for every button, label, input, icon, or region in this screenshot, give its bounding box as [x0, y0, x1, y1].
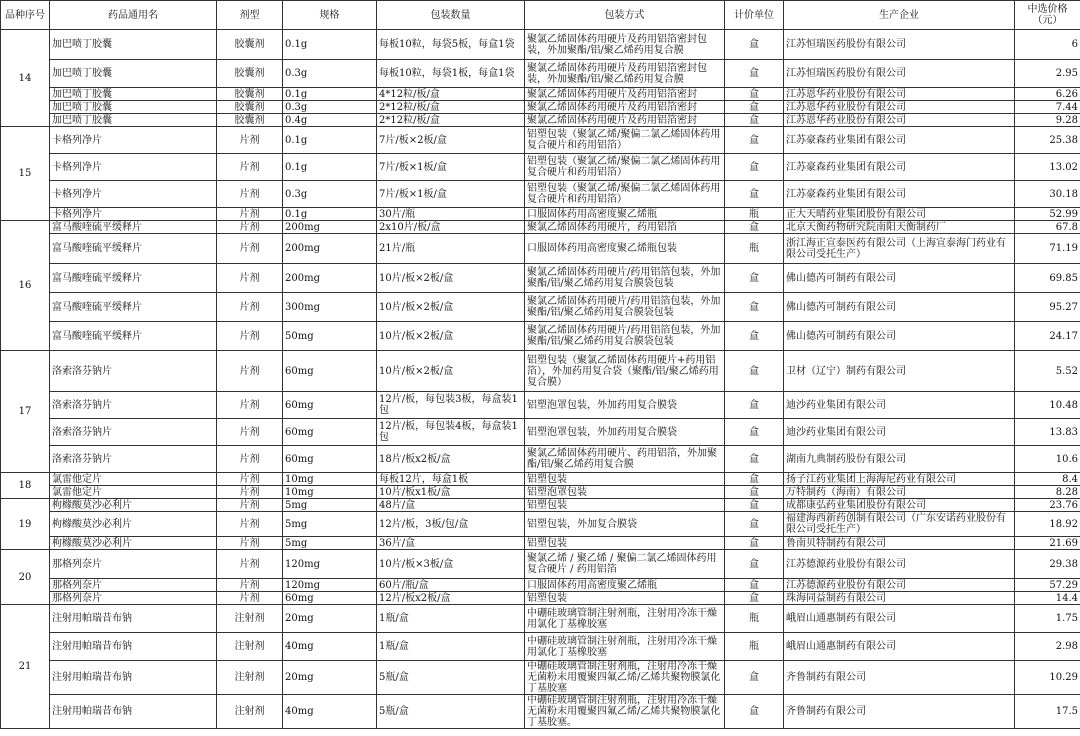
price-cell: 8.4 [1015, 473, 1080, 486]
price-cell: 30.18 [1015, 181, 1080, 208]
manufacturer-cell: 峨眉山通惠制药有限公司 [784, 605, 1015, 633]
spec-cell: 60mg [283, 419, 377, 446]
manufacturer-cell: 湖南九典制药股份有限公司 [784, 446, 1015, 473]
manufacturer-cell: 江苏德源药业股份有限公司 [784, 550, 1015, 579]
packaging-cell: 铝塑包装 [525, 499, 725, 512]
price-cell: 2.98 [1015, 633, 1080, 661]
quantity-cell: 每板10粒，每袋1板，每盒1袋 [377, 60, 525, 88]
unit-cell: 盒 [725, 486, 784, 499]
dosage-form-cell: 片剂 [217, 322, 283, 351]
drug-name-cell: 加巴喷丁胶囊 [50, 101, 217, 114]
drug-name-cell: 加巴喷丁胶囊 [50, 60, 217, 88]
packaging-cell: 聚氯乙烯 / 聚乙烯 / 聚偏二氯乙烯固体药用复合硬片 / 药用铝箔 [525, 550, 725, 579]
dosage-form-cell: 片剂 [217, 221, 283, 234]
table-header-row [1, 1, 1080, 30]
quantity-cell: 12片/板，每包装4板，每盒装1包 [377, 419, 525, 446]
spec-cell: 5mg [283, 499, 377, 512]
unit-cell: 盒 [725, 221, 784, 234]
packaging-cell: 口服固体药用高密度聚乙烯瓶 [525, 579, 725, 592]
table-row [1, 234, 1080, 264]
dosage-form-cell: 片剂 [217, 154, 283, 181]
quantity-cell: 10片/板×2板/盒 [377, 322, 525, 351]
dosage-form-cell: 注射剂 [217, 605, 283, 633]
dosage-form-cell: 片剂 [217, 486, 283, 499]
sequence-number-cell: 21 [1, 605, 50, 729]
manufacturer-cell: 峨眉山通惠制药有限公司 [784, 633, 1015, 661]
spec-cell: 200mg [283, 221, 377, 234]
table-row [1, 579, 1080, 592]
manufacturer-cell: 佛山德芮可制药有限公司 [784, 322, 1015, 351]
packaging-header: 包装方式 [525, 1, 725, 30]
dosage-form-cell: 片剂 [217, 264, 283, 293]
spec-cell: 40mg [283, 633, 377, 661]
spec-cell: 20mg [283, 661, 377, 695]
quantity-cell: 10片/板×2板/盒 [377, 264, 525, 293]
manufacturer-cell: 扬子江药业集团上海海尼药业有限公司 [784, 473, 1015, 486]
table-row [1, 605, 1080, 633]
unit-cell: 盒 [725, 293, 784, 322]
dosage-form-header: 剂型 [217, 1, 283, 30]
spec-cell: 120mg [283, 550, 377, 579]
spec-cell: 50mg [283, 322, 377, 351]
quantity-header: 包装数量 [377, 1, 525, 30]
manufacturer-cell: 江苏恩华药业股份有限公司 [784, 101, 1015, 114]
drug-name-cell: 富马酸喹硫平缓释片 [50, 221, 217, 234]
quantity-cell: 10片/板×3板/盒 [377, 550, 525, 579]
table-row [1, 661, 1080, 695]
sequence-number-cell: 19 [1, 499, 50, 550]
packaging-cell: 口服固体药用高密度聚乙烯瓶 [525, 208, 725, 221]
spec-header: 规格 [283, 1, 377, 30]
spec-cell: 60mg [283, 392, 377, 419]
spec-cell: 40mg [283, 695, 377, 729]
quantity-cell: 7片/板×1板/盒 [377, 181, 525, 208]
spec-cell: 200mg [283, 264, 377, 293]
quantity-cell: 5瓶/盒 [377, 695, 525, 729]
quantity-cell: 4*12粒/板/盒 [377, 88, 525, 101]
quantity-cell: 7片/板×2板/盒 [377, 127, 525, 154]
drug-name-cell: 富马酸喹硫平缓释片 [50, 322, 217, 351]
manufacturer-cell: 成都康弘药业集团股份有限公司 [784, 499, 1015, 512]
price-cell: 57.29 [1015, 579, 1080, 592]
packaging-cell: 铝塑包装，外加复合膜袋 [525, 512, 725, 537]
price-cell: 13.83 [1015, 419, 1080, 446]
dosage-form-cell: 片剂 [217, 446, 283, 473]
drug-name-cell: 枸橼酸莫沙必利片 [50, 537, 217, 550]
drug-name-cell: 注射用帕瑞昔布钠 [50, 695, 217, 729]
unit-cell: 盒 [725, 446, 784, 473]
spec-cell: 60mg [283, 351, 377, 392]
quantity-cell: 1瓶/盒 [377, 605, 525, 633]
spec-cell: 5mg [283, 512, 377, 537]
packaging-cell: 口服固体药用高密度聚乙烯瓶包装 [525, 234, 725, 264]
spec-cell: 60mg [283, 446, 377, 473]
unit-cell: 盒 [725, 264, 784, 293]
spec-cell: 10mg [283, 486, 377, 499]
price-cell: 18.92 [1015, 512, 1080, 537]
dosage-form-cell: 胶囊剂 [217, 88, 283, 101]
drug-name-cell: 加巴喷丁胶囊 [50, 88, 217, 101]
packaging-cell: 中硼硅玻璃管制注射剂瓶，注射用冷冻干燥无菌粉末用覆聚四氟乙烯/乙烯共聚物膜氯化丁基胶塞。 [525, 695, 725, 729]
dosage-form-cell: 注射剂 [217, 661, 283, 695]
price-cell: 6 [1015, 30, 1080, 60]
packaging-cell: 聚氯乙烯固体药用硬片/药用铝箔包装，外加聚酯/铝/聚乙烯药用复合膜袋包装 [525, 293, 725, 322]
sequence-number-cell: 18 [1, 473, 50, 499]
manufacturer-cell: 佛山德芮可制药有限公司 [784, 293, 1015, 322]
price-cell: 67.8 [1015, 221, 1080, 234]
quantity-cell: 2x10片/板/盒 [377, 221, 525, 234]
spec-cell: 300mg [283, 293, 377, 322]
dosage-form-cell: 片剂 [217, 181, 283, 208]
table-row [1, 221, 1080, 234]
quantity-cell: 30片/瓶 [377, 208, 525, 221]
dosage-form-cell: 片剂 [217, 537, 283, 550]
manufacturer-cell: 江苏恩华药业股份有限公司 [784, 88, 1015, 101]
drug-name-cell: 枸橼酸莫沙必利片 [50, 512, 217, 537]
spec-cell: 0.1g [283, 127, 377, 154]
packaging-cell: 中硼硅玻璃管制注射剂瓶，注射用冷冻干燥用氯化丁基橡胶塞 [525, 633, 725, 661]
unit-header: 计价单位 [725, 1, 784, 30]
unit-cell: 瓶 [725, 605, 784, 633]
packaging-cell: 中硼硅玻璃管制注射剂瓶，注射用冷冻干燥用氯化丁基橡胶塞 [525, 605, 725, 633]
manufacturer-cell: 卫材（辽宁）制药有限公司 [784, 351, 1015, 392]
dosage-form-cell: 片剂 [217, 592, 283, 605]
unit-cell: 盒 [725, 351, 784, 392]
price-cell: 71.19 [1015, 234, 1080, 264]
quantity-cell: 12片/板，每包装3板，每盒装1包 [377, 392, 525, 419]
drug-name-cell: 富马酸喹硫平缓释片 [50, 234, 217, 264]
quantity-cell: 36片/盒 [377, 537, 525, 550]
dosage-form-cell: 片剂 [217, 127, 283, 154]
table-row [1, 499, 1080, 512]
manufacturer-cell: 江苏豪森药业集团有限公司 [784, 181, 1015, 208]
drug-name-cell: 洛索洛芬钠片 [50, 419, 217, 446]
packaging-cell: 聚氯乙烯固体药用硬片及药用铝箔密封包装，外加聚酯/铝/聚乙烯药用复合膜 [525, 60, 725, 88]
drug-name-cell: 枸橼酸莫沙必利片 [50, 499, 217, 512]
table-row [1, 419, 1080, 446]
unit-cell: 盒 [725, 695, 784, 729]
dosage-form-cell: 片剂 [217, 499, 283, 512]
quantity-cell: 60片/瓶/盒 [377, 579, 525, 592]
spec-cell: 0.1g [283, 88, 377, 101]
unit-cell: 盒 [725, 127, 784, 154]
price-cell: 10.6 [1015, 446, 1080, 473]
table-body [1, 30, 1080, 729]
spec-cell: 0.3g [283, 181, 377, 208]
unit-cell: 盒 [725, 322, 784, 351]
drug-name-header: 药品通用名 [50, 1, 217, 30]
spec-cell: 60mg [283, 592, 377, 605]
packaging-cell: 聚氯乙烯固体药用硬片及药用铝箔密封包装，外加聚酯/铝/聚乙烯药用复合膜 [525, 30, 725, 60]
price-cell: 24.17 [1015, 322, 1080, 351]
packaging-cell: 聚氯乙烯固体药用硬片及药用铝箔密封 [525, 88, 725, 101]
table-row [1, 264, 1080, 293]
quantity-cell: 10片/板×2板/盒 [377, 293, 525, 322]
manufacturer-cell: 江苏豪森药业集团有限公司 [784, 154, 1015, 181]
drug-name-cell: 卡格列净片 [50, 181, 217, 208]
dosage-form-cell: 片剂 [217, 473, 283, 486]
manufacturer-cell: 珠海同益制药有限公司 [784, 592, 1015, 605]
price-cell: 23.76 [1015, 499, 1080, 512]
manufacturer-cell: 浙江海正宣泰医药有限公司（上海宣泰海门药业有限公司受托生产） [784, 234, 1015, 264]
unit-cell: 盒 [725, 154, 784, 181]
table-row [1, 30, 1080, 60]
unit-cell: 盒 [725, 419, 784, 446]
sequence-number-cell: 15 [1, 127, 50, 221]
packaging-cell: 铝塑泡罩包装，外加药用复合膜袋 [525, 392, 725, 419]
packaging-cell: 聚氯乙烯固体药用硬片/药用铝箔包装，外加聚酯/铝/聚乙烯药用复合膜袋包装 [525, 322, 725, 351]
drug-name-cell: 那格列奈片 [50, 550, 217, 579]
spec-cell: 0.3g [283, 60, 377, 88]
quantity-cell: 1瓶/盒 [377, 633, 525, 661]
manufacturer-cell: 佛山德芮可制药有限公司 [784, 264, 1015, 293]
table-row [1, 550, 1080, 579]
dosage-form-cell: 片剂 [217, 550, 283, 579]
quantity-cell: 每板10粒，每袋5板，每盒1袋 [377, 30, 525, 60]
drug-name-cell: 注射用帕瑞昔布钠 [50, 605, 217, 633]
drug-name-cell: 卡格列净片 [50, 154, 217, 181]
price-cell: 5.52 [1015, 351, 1080, 392]
sequence-number-cell: 17 [1, 351, 50, 473]
dosage-form-cell: 胶囊剂 [217, 60, 283, 88]
dosage-form-cell: 胶囊剂 [217, 114, 283, 127]
table-row [1, 60, 1080, 88]
table-row [1, 592, 1080, 605]
quantity-cell: 12片/板，3板/包/盒 [377, 512, 525, 537]
manufacturer-cell: 江苏恩华药业股份有限公司 [784, 114, 1015, 127]
manufacturer-cell: 江苏恒瑞医药股份有限公司 [784, 30, 1015, 60]
table-row [1, 127, 1080, 154]
quantity-cell: 10片/板x1板/盒 [377, 486, 525, 499]
unit-cell: 盒 [725, 550, 784, 579]
packaging-cell: 铝塑泡罩包装，外加药用复合膜袋 [525, 419, 725, 446]
quantity-cell: 48片/盒 [377, 499, 525, 512]
price-header: 中选价格（元） [1015, 1, 1080, 30]
drug-name-cell: 氯雷他定片 [50, 486, 217, 499]
spec-cell: 0.1g [283, 208, 377, 221]
dosage-form-cell: 胶囊剂 [217, 30, 283, 60]
table-row [1, 114, 1080, 127]
price-cell: 2.95 [1015, 60, 1080, 88]
packaging-cell: 铝塑包装 [525, 592, 725, 605]
table-row [1, 695, 1080, 729]
packaging-cell: 铝塑泡罩包装 [525, 486, 725, 499]
table-row [1, 208, 1080, 221]
spec-cell: 5mg [283, 537, 377, 550]
table-row [1, 101, 1080, 114]
price-cell: 95.27 [1015, 293, 1080, 322]
spec-cell: 0.3g [283, 101, 377, 114]
table-row [1, 473, 1080, 486]
dosage-form-cell: 片剂 [217, 419, 283, 446]
packaging-cell: 聚氯乙烯固体药用硬片、药用铝箔，外加聚酯/铝/聚乙烯药用复合膜 [525, 446, 725, 473]
price-cell: 7.44 [1015, 101, 1080, 114]
quantity-cell: 12片/板x2板/盒 [377, 592, 525, 605]
spec-cell: 200mg [283, 234, 377, 264]
drug-name-cell: 卡格列净片 [50, 127, 217, 154]
drug-name-cell: 那格列奈片 [50, 592, 217, 605]
price-cell: 17.5 [1015, 695, 1080, 729]
unit-cell: 盒 [725, 88, 784, 101]
price-cell: 9.28 [1015, 114, 1080, 127]
packaging-cell: 聚氯乙烯固体药用硬片/药用铝箔包装，外加聚酯/铝/聚乙烯药用复合膜袋包装 [525, 264, 725, 293]
unit-cell: 盒 [725, 30, 784, 60]
dosage-form-cell: 片剂 [217, 293, 283, 322]
drug-name-cell: 卡格列净片 [50, 208, 217, 221]
manufacturer-cell: 北京天衡药物研究院南阳天衡制药厂 [784, 221, 1015, 234]
quantity-cell: 18片/板x2板/盒 [377, 446, 525, 473]
price-cell: 13.02 [1015, 154, 1080, 181]
dosage-form-cell: 片剂 [217, 351, 283, 392]
quantity-cell: 21片/瓶 [377, 234, 525, 264]
drug-name-cell: 富马酸喹硫平缓释片 [50, 293, 217, 322]
sequence-number-cell: 14 [1, 30, 50, 127]
manufacturer-cell: 福建海西新药创制有限公司（广东安诺药业股份有限公司受托生产） [784, 512, 1015, 537]
packaging-cell: 铝塑包装（聚氯乙烯固体药用硬片+药用铝箔），外加药用复合袋（聚酯/铝/聚乙烯药用复合膜） [525, 351, 725, 392]
spec-cell: 10mg [283, 473, 377, 486]
table-row [1, 446, 1080, 473]
table-row [1, 633, 1080, 661]
unit-cell: 瓶 [725, 208, 784, 221]
packaging-cell: 聚氯乙烯固体药用硬片及药用铝箔密封 [525, 114, 725, 127]
manufacturer-cell: 江苏豪森药业集团有限公司 [784, 127, 1015, 154]
dosage-form-cell: 胶囊剂 [217, 101, 283, 114]
dosage-form-cell: 片剂 [217, 392, 283, 419]
manufacturer-cell: 迪沙药业集团有限公司 [784, 419, 1015, 446]
unit-cell: 瓶 [725, 633, 784, 661]
price-cell: 25.38 [1015, 127, 1080, 154]
price-cell: 21.69 [1015, 537, 1080, 550]
drug-name-cell: 加巴喷丁胶囊 [50, 114, 217, 127]
price-cell: 10.29 [1015, 661, 1080, 695]
unit-cell: 盒 [725, 499, 784, 512]
price-cell: 6.26 [1015, 88, 1080, 101]
sequence-number-cell: 20 [1, 550, 50, 605]
sequence-number-cell: 16 [1, 221, 50, 351]
drug-name-cell: 氯雷他定片 [50, 473, 217, 486]
manufacturer-cell: 正大天晴药业集团股份有限公司 [784, 208, 1015, 221]
table-row [1, 293, 1080, 322]
table-row [1, 181, 1080, 208]
unit-cell: 盒 [725, 592, 784, 605]
price-cell: 10.48 [1015, 392, 1080, 419]
table-row [1, 537, 1080, 550]
dosage-form-cell: 片剂 [217, 579, 283, 592]
table-row [1, 351, 1080, 392]
dosage-form-cell: 注射剂 [217, 633, 283, 661]
unit-cell: 瓶 [725, 234, 784, 264]
spec-cell: 120mg [283, 579, 377, 592]
unit-cell: 盒 [725, 512, 784, 537]
drug-name-cell: 加巴喷丁胶囊 [50, 30, 217, 60]
drug-name-cell: 富马酸喹硫平缓释片 [50, 264, 217, 293]
manufacturer-cell: 齐鲁制药有限公司 [784, 695, 1015, 729]
quantity-cell: 2*12粒/板/盒 [377, 114, 525, 127]
packaging-cell: 铝塑包装（聚氯乙烯/聚偏二氯乙烯固体药用复合硬片和药用铝箔） [525, 127, 725, 154]
manufacturer-cell: 江苏恒瑞医药股份有限公司 [784, 60, 1015, 88]
unit-cell: 盒 [725, 579, 784, 592]
unit-cell: 盒 [725, 661, 784, 695]
spec-cell: 0.4g [283, 114, 377, 127]
drug-name-cell: 那格列奈片 [50, 579, 217, 592]
seq-header: 品种序号 [1, 1, 50, 30]
price-cell: 1.75 [1015, 605, 1080, 633]
packaging-cell: 聚氯乙烯固体药用硬片，药用铝箔 [525, 221, 725, 234]
table-row [1, 392, 1080, 419]
table-row [1, 88, 1080, 101]
quantity-cell: 10片/板×2板/盒 [377, 351, 525, 392]
unit-cell: 盒 [725, 114, 784, 127]
table-row [1, 154, 1080, 181]
price-cell: 14.4 [1015, 592, 1080, 605]
manufacturer-header: 生产企业 [784, 1, 1015, 30]
drug-name-cell: 洛索洛芬钠片 [50, 392, 217, 419]
packaging-cell: 铝塑包装 [525, 473, 725, 486]
manufacturer-cell: 迪沙药业集团有限公司 [784, 392, 1015, 419]
quantity-cell: 每板12片，每盒1板 [377, 473, 525, 486]
table-row [1, 512, 1080, 537]
manufacturer-cell: 江苏德源药业股份有限公司 [784, 579, 1015, 592]
manufacturer-cell: 万特制药（海南）有限公司 [784, 486, 1015, 499]
price-cell: 52.99 [1015, 208, 1080, 221]
dosage-form-cell: 片剂 [217, 234, 283, 264]
packaging-cell: 铝塑包装 [525, 537, 725, 550]
spec-cell: 0.1g [283, 30, 377, 60]
packaging-cell: 铝塑包装（聚氯乙烯/聚偏二氯乙烯固体药用复合硬片和药用铝箔） [525, 154, 725, 181]
packaging-cell: 聚氯乙烯固体药用硬片及药用铝箔密封 [525, 101, 725, 114]
price-cell: 29.38 [1015, 550, 1080, 579]
manufacturer-cell: 齐鲁制药有限公司 [784, 661, 1015, 695]
manufacturer-cell: 鲁南贝特制药有限公司 [784, 537, 1015, 550]
quantity-cell: 7片/板×1板/盒 [377, 154, 525, 181]
drug-name-cell: 洛索洛芬钠片 [50, 446, 217, 473]
quantity-cell: 2*12粒/板/盒 [377, 101, 525, 114]
dosage-form-cell: 片剂 [217, 512, 283, 537]
unit-cell: 盒 [725, 181, 784, 208]
price-cell: 8.28 [1015, 486, 1080, 499]
unit-cell: 盒 [725, 101, 784, 114]
packaging-cell: 铝塑包装（聚氯乙烯/聚偏二氯乙烯固体药用复合硬片和药用铝箔） [525, 181, 725, 208]
unit-cell: 盒 [725, 392, 784, 419]
packaging-cell: 中硼硅玻璃管制注射剂瓶，注射用冷冻干燥无菌粉末用覆聚四氟乙烯/乙烯共聚物膜氯化丁基胶塞 [525, 661, 725, 695]
unit-cell: 盒 [725, 60, 784, 88]
spec-cell: 20mg [283, 605, 377, 633]
quantity-cell: 5瓶/盒 [377, 661, 525, 695]
table-row [1, 322, 1080, 351]
price-cell: 69.85 [1015, 264, 1080, 293]
dosage-form-cell: 片剂 [217, 208, 283, 221]
drug-name-cell: 注射用帕瑞昔布钠 [50, 633, 217, 661]
table-row [1, 486, 1080, 499]
unit-cell: 盒 [725, 473, 784, 486]
drug-name-cell: 注射用帕瑞昔布钠 [50, 661, 217, 695]
spec-cell: 0.1g [283, 154, 377, 181]
dosage-form-cell: 注射剂 [217, 695, 283, 729]
drug-name-cell: 洛索洛芬钠片 [50, 351, 217, 392]
unit-cell: 盒 [725, 537, 784, 550]
